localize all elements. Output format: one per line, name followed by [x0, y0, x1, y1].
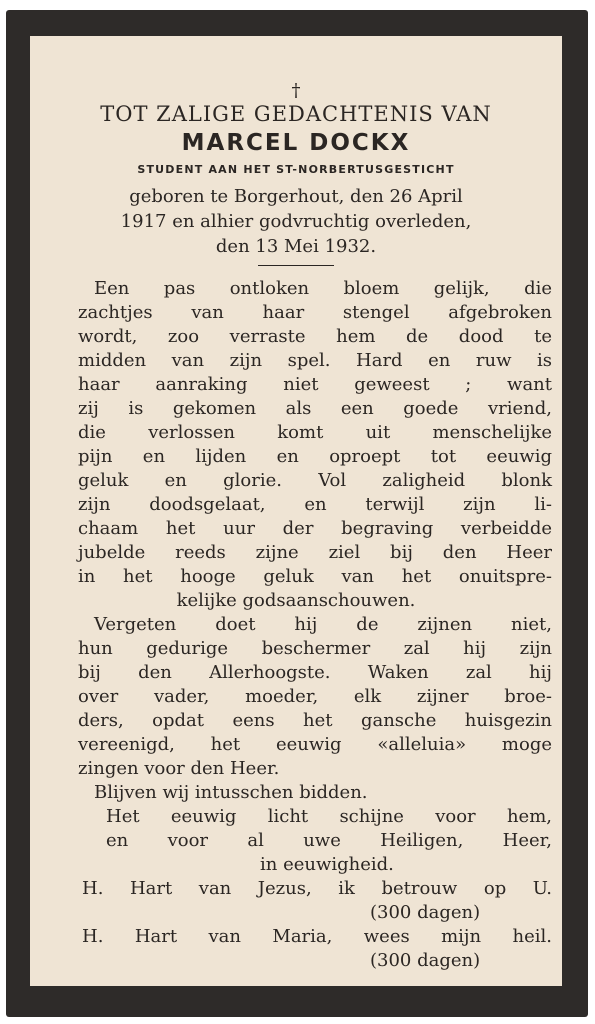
indulgence-line: H. Hart van Jezus, ik betrouw op U. — [82, 878, 552, 899]
card-paper — [30, 36, 562, 986]
cross-symbol: † — [291, 80, 301, 101]
prayer-line: Het eeuwig licht schijne voor hem, — [106, 806, 552, 827]
prayer-line: Blijven wij intusschen bidden. — [94, 782, 368, 803]
body-line: jubelde reeds zijne ziel bij den Heer — [78, 542, 552, 563]
memorial-heading: TOT ZALIGE GEDACHTENIS VAN — [100, 102, 492, 126]
body-line: Een pas ontloken bloem gelijk, die — [94, 278, 552, 299]
body-line: Vergeten doet hij de zijnen niet, — [94, 614, 552, 635]
indulgence-days: (300 dagen) — [370, 902, 481, 923]
body-line: bij den Allerhoogste. Waken zal hij — [78, 662, 552, 683]
birth-line: den 13 Mei 1932. — [215, 236, 377, 257]
body-line: zijn doodsgelaat, en terwijl zijn li- — [78, 494, 552, 515]
prayer-line: in eeuwigheid. — [260, 854, 394, 875]
body-line: wordt, zoo verraste hem de dood te — [78, 326, 552, 347]
student-subtitle: STUDENT AAN HET ST-NORBERTUSGESTICHT — [137, 163, 455, 176]
body-line: geluk en glorie. Vol zaligheid blonk — [78, 470, 552, 491]
body-line: pijn en lijden en oproept tot eeuwig — [78, 446, 552, 467]
body-line: chaam het uur der begraving verbeidde — [78, 518, 552, 539]
birth-line: 1917 en alhier godvruchtig overleden, — [120, 211, 472, 232]
deceased-name: MARCEL DOCKX — [181, 130, 411, 156]
body-line: zij is gekomen als een goede vriend, — [78, 398, 552, 419]
body-line: in het hooge geluk van het onuitspre- — [78, 566, 552, 587]
body-line: vereenigd, het eeuwig «alleluia» moge — [78, 734, 552, 755]
birth-line: geboren te Borgerhout, den 26 April — [129, 186, 463, 207]
divider-rule — [258, 265, 334, 266]
body-line: midden van zijn spel. Hard en ruw is — [78, 350, 552, 371]
body-line: over vader, moeder, elk zijner broe- — [78, 686, 552, 707]
body-line: zachtjes van haar stengel afgebroken — [78, 302, 552, 323]
prayer-card — [6, 10, 588, 1017]
indulgence-days: (300 dagen) — [370, 950, 481, 971]
body-line: die verlossen komt uit menschelijke — [78, 422, 552, 443]
indulgence-line: H. Hart van Maria, wees mijn heil. — [82, 926, 552, 947]
body-line: haar aanraking niet geweest ; want — [78, 374, 552, 395]
prayer-line: en voor al uwe Heiligen, Heer, — [106, 830, 552, 851]
body-line: ders, opdat eens het gansche huisgezin — [78, 710, 552, 731]
body-line: zingen voor den Heer. — [78, 758, 280, 779]
body-line: hun gedurige beschermer zal hij zijn — [78, 638, 552, 659]
body-line: kelijke godsaanschouwen. — [176, 590, 416, 611]
